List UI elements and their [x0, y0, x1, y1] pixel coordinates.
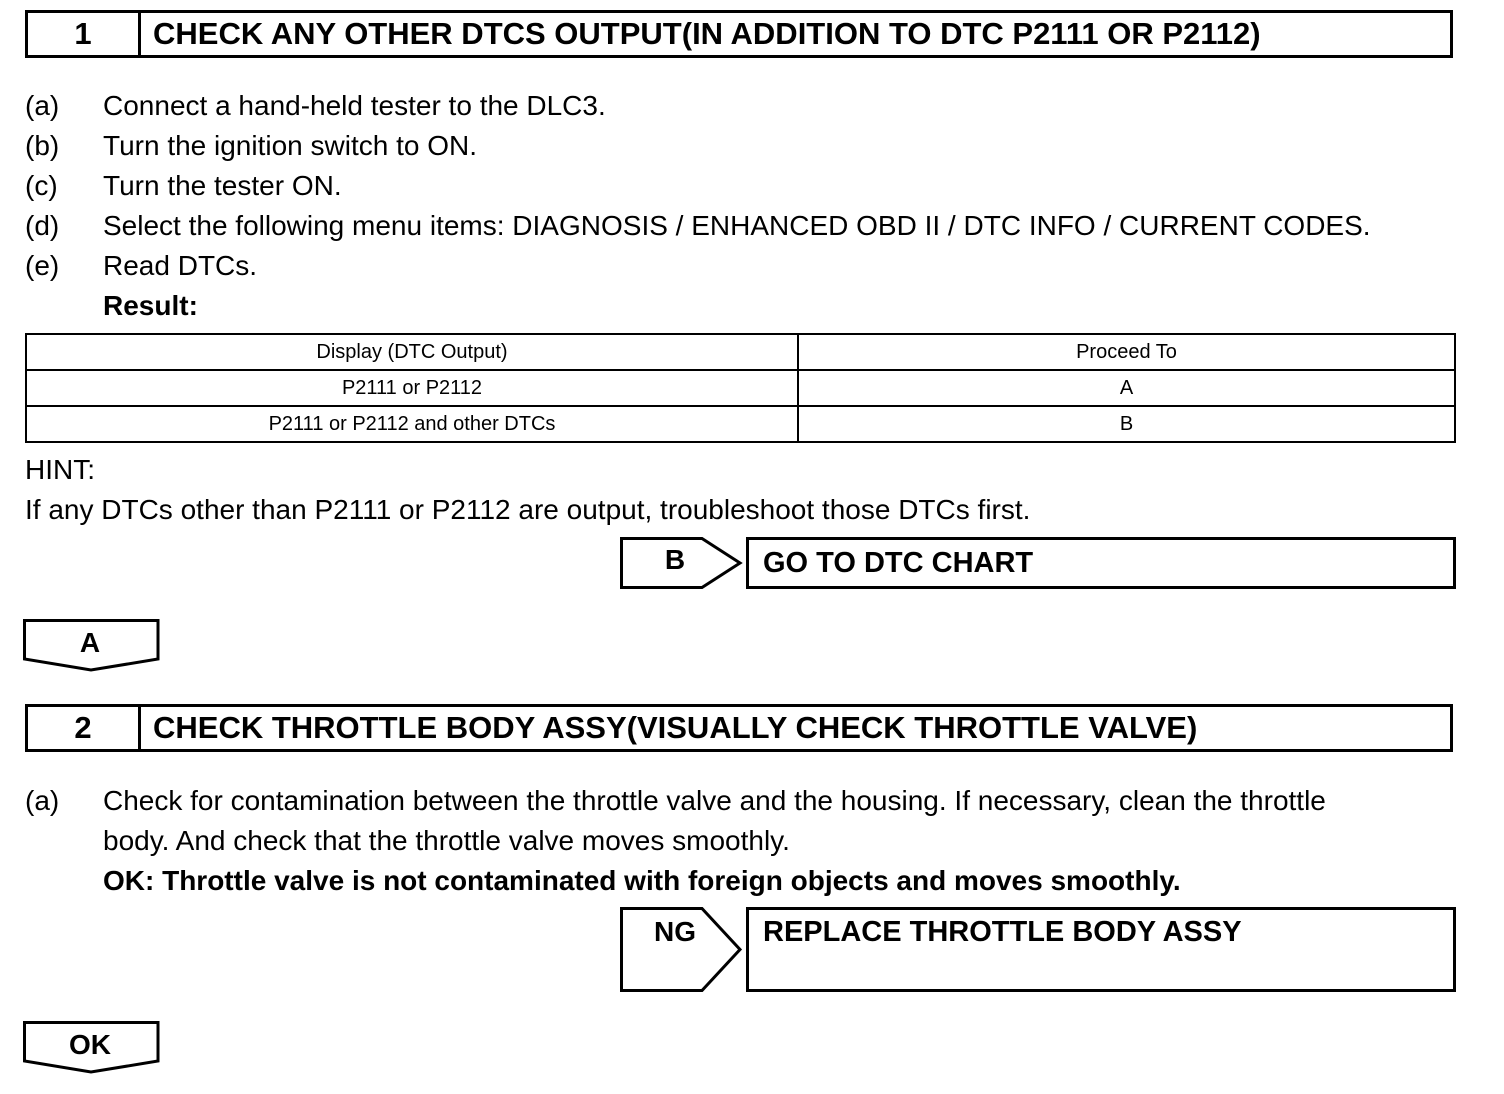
item-label: (b)	[25, 130, 60, 161]
item-label: (a)	[25, 90, 60, 121]
branch-ng-label: NG	[654, 916, 696, 947]
table-cell: A	[798, 370, 1455, 406]
step-2-header	[25, 704, 1453, 752]
step-1-item-b	[25, 126, 477, 166]
branch-b-label: B	[664, 544, 686, 575]
step-2-item-a-continued: body. And check that the throttle valve moves smoothly.	[103, 825, 790, 856]
item-label: (e)	[25, 250, 60, 281]
step-2-number: 2	[28, 707, 141, 749]
step-1-item-a	[25, 86, 606, 126]
step-1-item-c	[25, 166, 342, 206]
hint-label: HINT:	[25, 454, 95, 485]
next-a-arrow	[23, 619, 161, 673]
item-text: Connect a hand-held tester to the DLC3.	[103, 90, 606, 121]
step-2-title: CHECK THROTTLE BODY ASSY(VISUALLY CHECK THROTTLE VALVE)	[153, 710, 1198, 745]
step-2-item-a	[25, 781, 1326, 821]
item-label: (a)	[25, 785, 60, 816]
branch-ng-arrow	[620, 907, 744, 992]
item-label: (d)	[25, 210, 60, 241]
table-row	[26, 406, 1455, 442]
next-a-label: A	[79, 627, 101, 658]
step-1-item-e	[25, 246, 257, 286]
step-1-header	[25, 10, 1453, 58]
table-cell: B	[798, 406, 1455, 442]
table-cell: P2111 or P2112	[26, 370, 798, 406]
next-ok-label: OK	[69, 1029, 111, 1060]
step-1-item-d	[25, 206, 1371, 246]
branch-b-action: GO TO DTC CHART	[746, 537, 1456, 589]
branch-b-arrow	[620, 537, 744, 589]
item-text: Select the following menu items: DIAGNOSIS / ENHANCED OBD II / DTC INFO / CURRENT CODES.	[103, 210, 1371, 241]
branch-ng-action: REPLACE THROTTLE BODY ASSY	[746, 907, 1456, 992]
hint-text: If any DTCs other than P2111 or P2112 are output, troubleshoot those DTCs first.	[25, 494, 1031, 525]
result-table	[25, 333, 1456, 443]
result-label: Result:	[103, 290, 198, 321]
item-text: Turn the ignition switch to ON.	[103, 130, 478, 161]
step-1-title: CHECK ANY OTHER DTCS OUTPUT(IN ADDITION TO DTC P2111 OR P2112)	[153, 16, 1261, 51]
item-text: Turn the tester ON.	[103, 170, 342, 201]
step-1-number: 1	[28, 13, 141, 55]
item-label: (c)	[25, 170, 58, 201]
table-header-cell: Display (DTC Output)	[26, 334, 798, 370]
table-header-row	[26, 334, 1455, 370]
table-header-cell: Proceed To	[798, 334, 1455, 370]
table-cell: P2111 or P2112 and other DTCs	[26, 406, 798, 442]
ok-criteria: OK: Throttle valve is not contaminated with foreign objects and moves smoothly.	[103, 865, 1181, 896]
item-text: Check for contamination between the throttle valve and the housing. If necessary, clean the throttle	[103, 785, 1326, 816]
table-row	[26, 370, 1455, 406]
item-text: Read DTCs.	[103, 250, 258, 281]
next-ok-arrow	[23, 1021, 161, 1075]
